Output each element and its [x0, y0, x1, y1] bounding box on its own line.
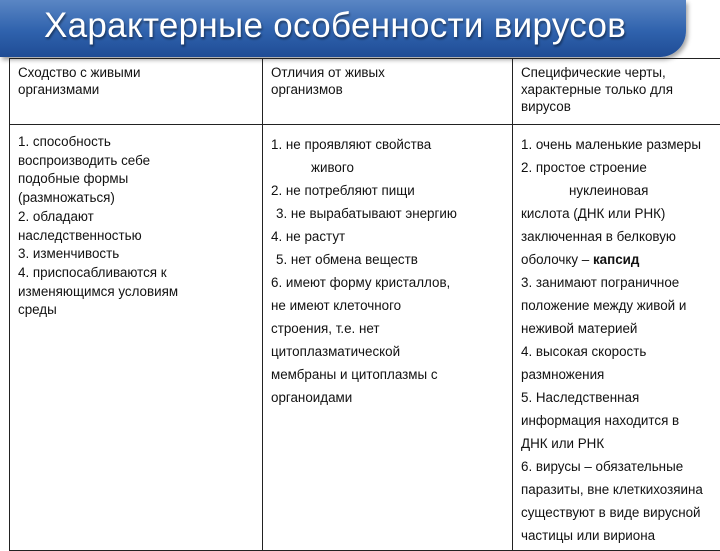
cell-line: частицы или вириона — [521, 524, 720, 547]
cell-line: изменяющимся условиям — [18, 283, 255, 302]
cell-line: 1. способность — [18, 133, 255, 152]
slide-title: Характерные особенности вирусов — [44, 6, 626, 46]
cell-line: 3. не вырабатывают энергию — [271, 202, 505, 225]
header-differences — [263, 59, 513, 125]
header-line: Отличия от живых — [271, 65, 505, 82]
cell-line: существуют в виде вирусной — [521, 501, 720, 524]
cell-line: нуклеиновая — [521, 179, 720, 202]
header-line: Сходство с живыми — [18, 65, 255, 82]
cell-line: не имеют клеточного — [271, 294, 505, 317]
header-line: Специфические черты, — [521, 65, 720, 82]
cell-line: 3. изменчивость — [18, 245, 255, 264]
cell-line: 2. не потребляют пищи — [271, 179, 505, 202]
cell-line: 1. очень маленькие размеры — [521, 133, 720, 156]
cell-line: 6. вирусы – обязательные — [521, 455, 720, 478]
cell-line: 5. Наследственная — [521, 386, 720, 409]
header-line: организмов — [271, 82, 505, 99]
differences-cell — [263, 125, 513, 551]
cell-line: цитоплазматической — [271, 340, 505, 363]
header-similarities — [10, 59, 263, 125]
cell-line: заключенная в белковую — [521, 225, 720, 248]
cell-line: среды — [18, 301, 255, 320]
cell-line: положение между живой и — [521, 294, 720, 317]
cell-line: паразиты, вне клеткихозяина — [521, 478, 720, 501]
cell-line: 1. не проявляют свойства — [271, 133, 505, 156]
similarities-cell — [10, 125, 263, 551]
cell-line: кислота (ДНК или РНК) — [521, 202, 720, 225]
cell-line: 3. занимают пограничное — [521, 271, 720, 294]
cell-line: 4. не растут — [271, 225, 505, 248]
cell-line: 4. высокая скорость — [521, 340, 720, 363]
table-header-row — [10, 59, 720, 125]
cell-line: информация находится в — [521, 409, 720, 432]
cell-line: неживой материей — [521, 317, 720, 340]
header-line: характерные только для — [521, 82, 720, 99]
cell-line: ДНК или РНК — [521, 432, 720, 455]
cell-line: 2. обладают — [18, 208, 255, 227]
cell-line-prefix: оболочку – — [521, 252, 593, 267]
cell-line: воспроизводить себе — [18, 152, 255, 171]
title-banner — [0, 0, 686, 57]
cell-line: 6. имеют форму кристаллов, — [271, 271, 505, 294]
cell-line: размножения — [521, 363, 720, 386]
header-specific — [513, 59, 720, 125]
capsid-term: капсид — [593, 252, 639, 267]
cell-line: подобные формы — [18, 170, 255, 189]
header-line: вирусов — [521, 99, 720, 116]
cell-line: живого — [271, 156, 505, 179]
capsid-line — [521, 248, 720, 271]
cell-line: 2. простое строение — [521, 156, 720, 179]
table-body-row — [10, 125, 720, 551]
cell-line: строения, т.е. нет — [271, 317, 505, 340]
specific-cell — [513, 125, 720, 551]
cell-line: мембраны и цитоплазмы с — [271, 363, 505, 386]
header-line: организмами — [18, 82, 255, 99]
virus-features-table — [9, 58, 720, 551]
cell-line: 4. приспосабливаются к — [18, 264, 255, 283]
cell-line: органоидами — [271, 386, 505, 409]
cell-line: наследственностью — [18, 227, 255, 246]
cell-line: (размножаться) — [18, 189, 255, 208]
cell-line: 5. нет обмена веществ — [271, 248, 505, 271]
